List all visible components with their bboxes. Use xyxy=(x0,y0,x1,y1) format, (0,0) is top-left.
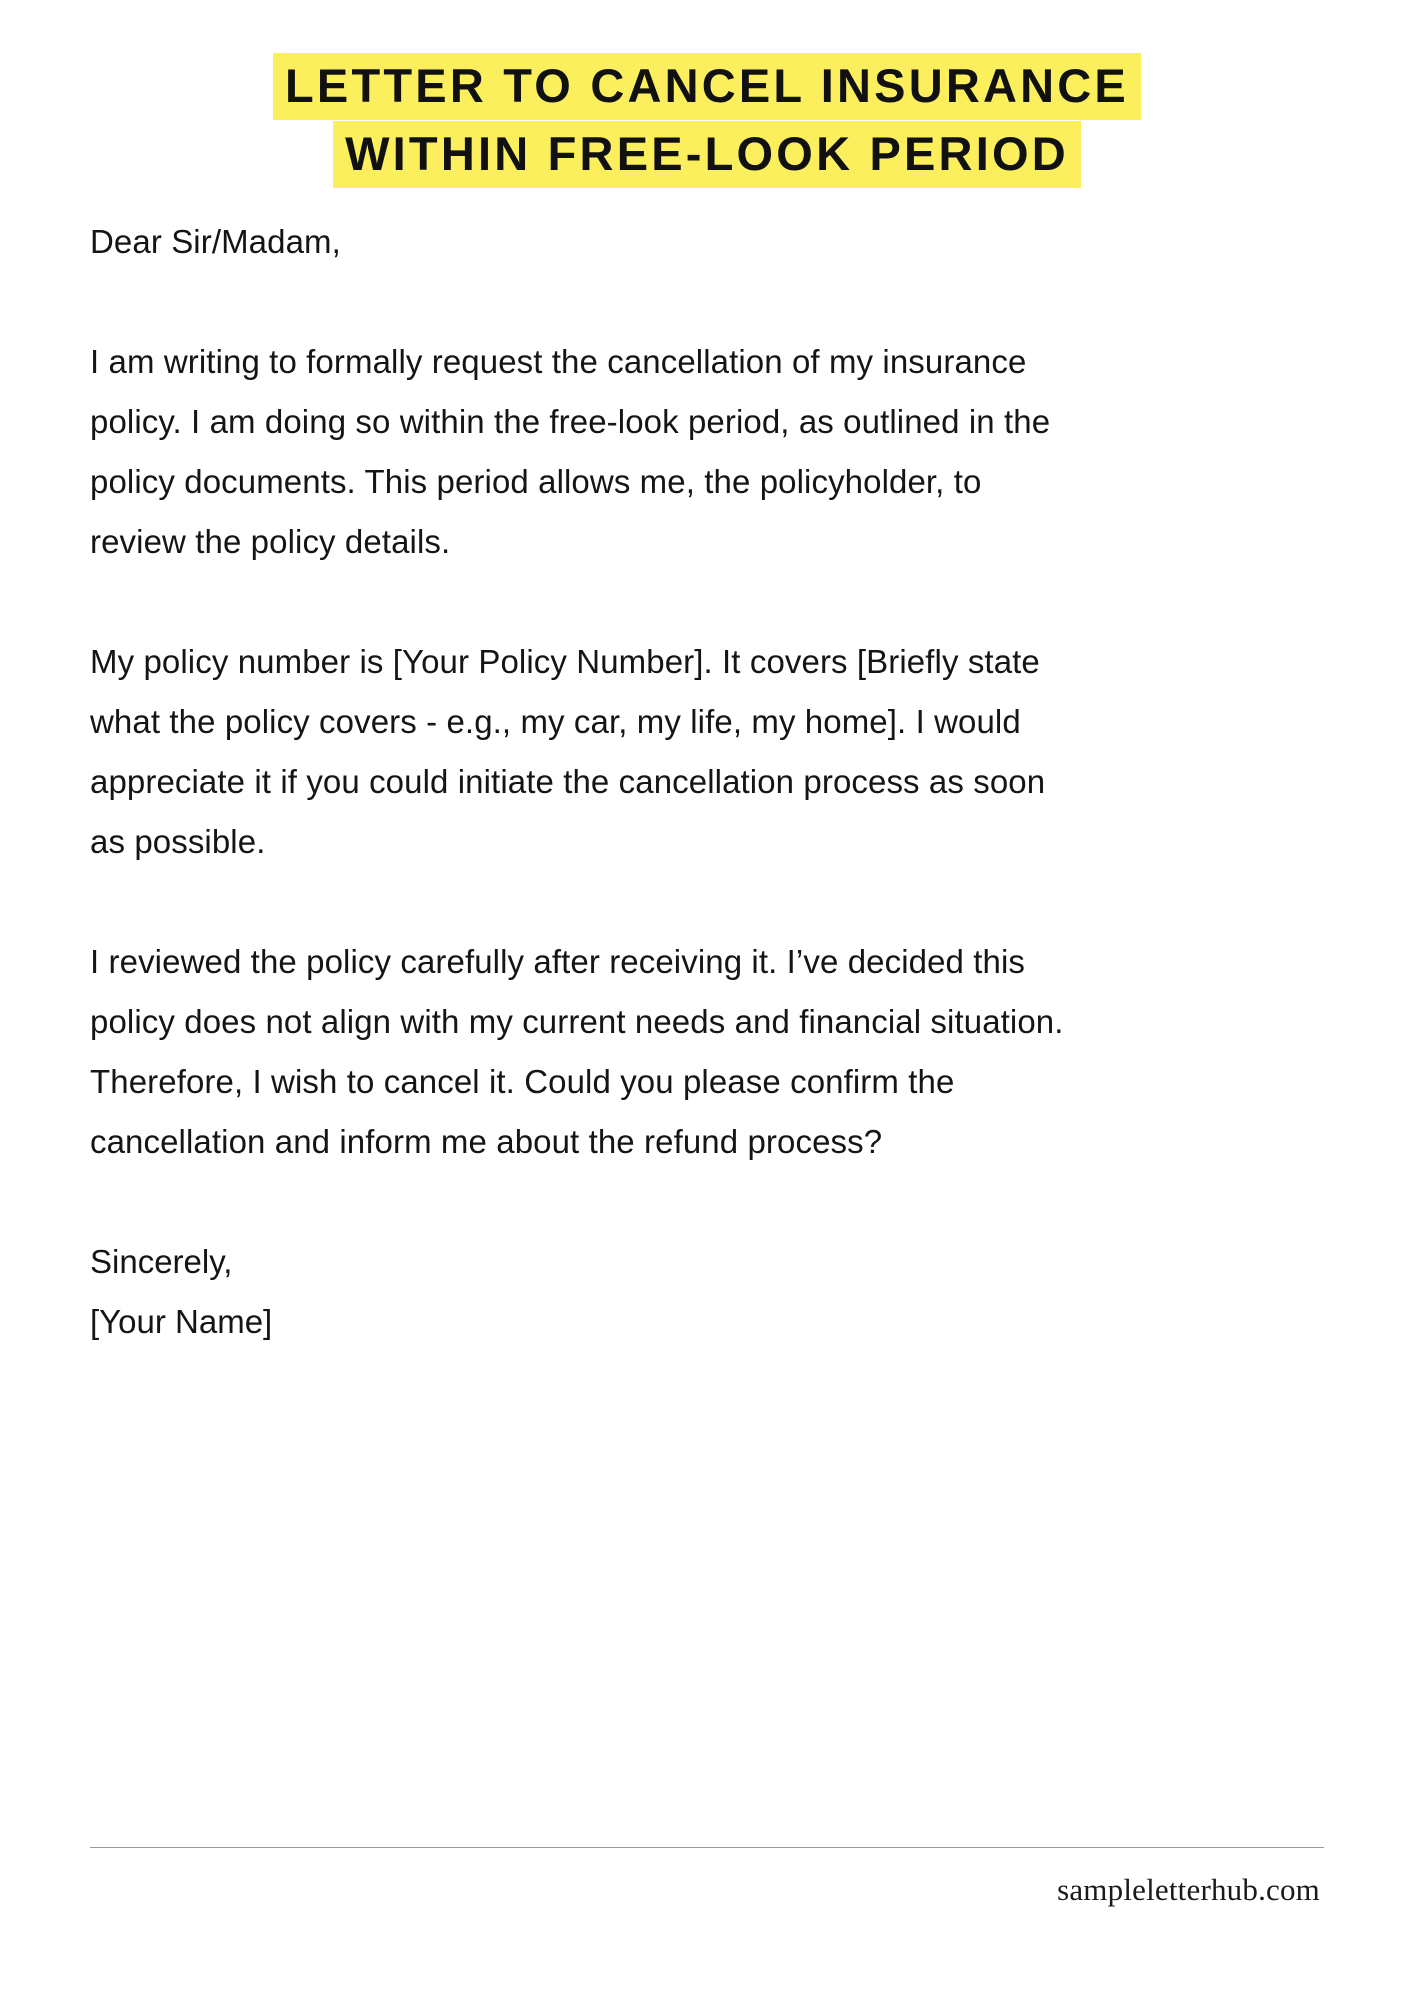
salutation: Dear Sir/Madam, xyxy=(90,223,341,260)
title-line-1-text: LETTER TO CANCEL INSURANCE xyxy=(273,53,1141,120)
title-line-2-text: WITHIN FREE-LOOK PERIOD xyxy=(333,121,1081,188)
title-line-2 xyxy=(0,120,1414,188)
footer-brand: sampleletterhub.com xyxy=(1057,1872,1320,1907)
paragraph-1: I am writing to formally request the cancellation of my insurance policy. I am doing so within the free-look period, as outlined in the policy documents. This period allows me, the policyholder, to review the policy details. xyxy=(90,343,1051,560)
paragraph-2: My policy number is [Your Policy Number]. It covers [Briefly state what the policy covers - e.g., my car, my life, my home]. I would appreciate it if you could initiate the cancellation process as soon as possible. xyxy=(90,643,1046,860)
paragraph-3: I reviewed the policy carefully after receiving it. I’ve decided this policy does not align with my current needs and financial situation. Therefore, I wish to cancel it. Could you please confirm the cancellation and inform me about the refund process? xyxy=(90,943,1064,1160)
page-title xyxy=(0,52,1414,188)
closing-line: Sincerely, xyxy=(90,1243,233,1280)
letter-body xyxy=(90,212,1080,1352)
title-line-1 xyxy=(0,52,1414,120)
footer-divider xyxy=(90,1847,1324,1848)
signature-block xyxy=(90,1232,1080,1352)
signature-name: [Your Name] xyxy=(90,1303,273,1340)
